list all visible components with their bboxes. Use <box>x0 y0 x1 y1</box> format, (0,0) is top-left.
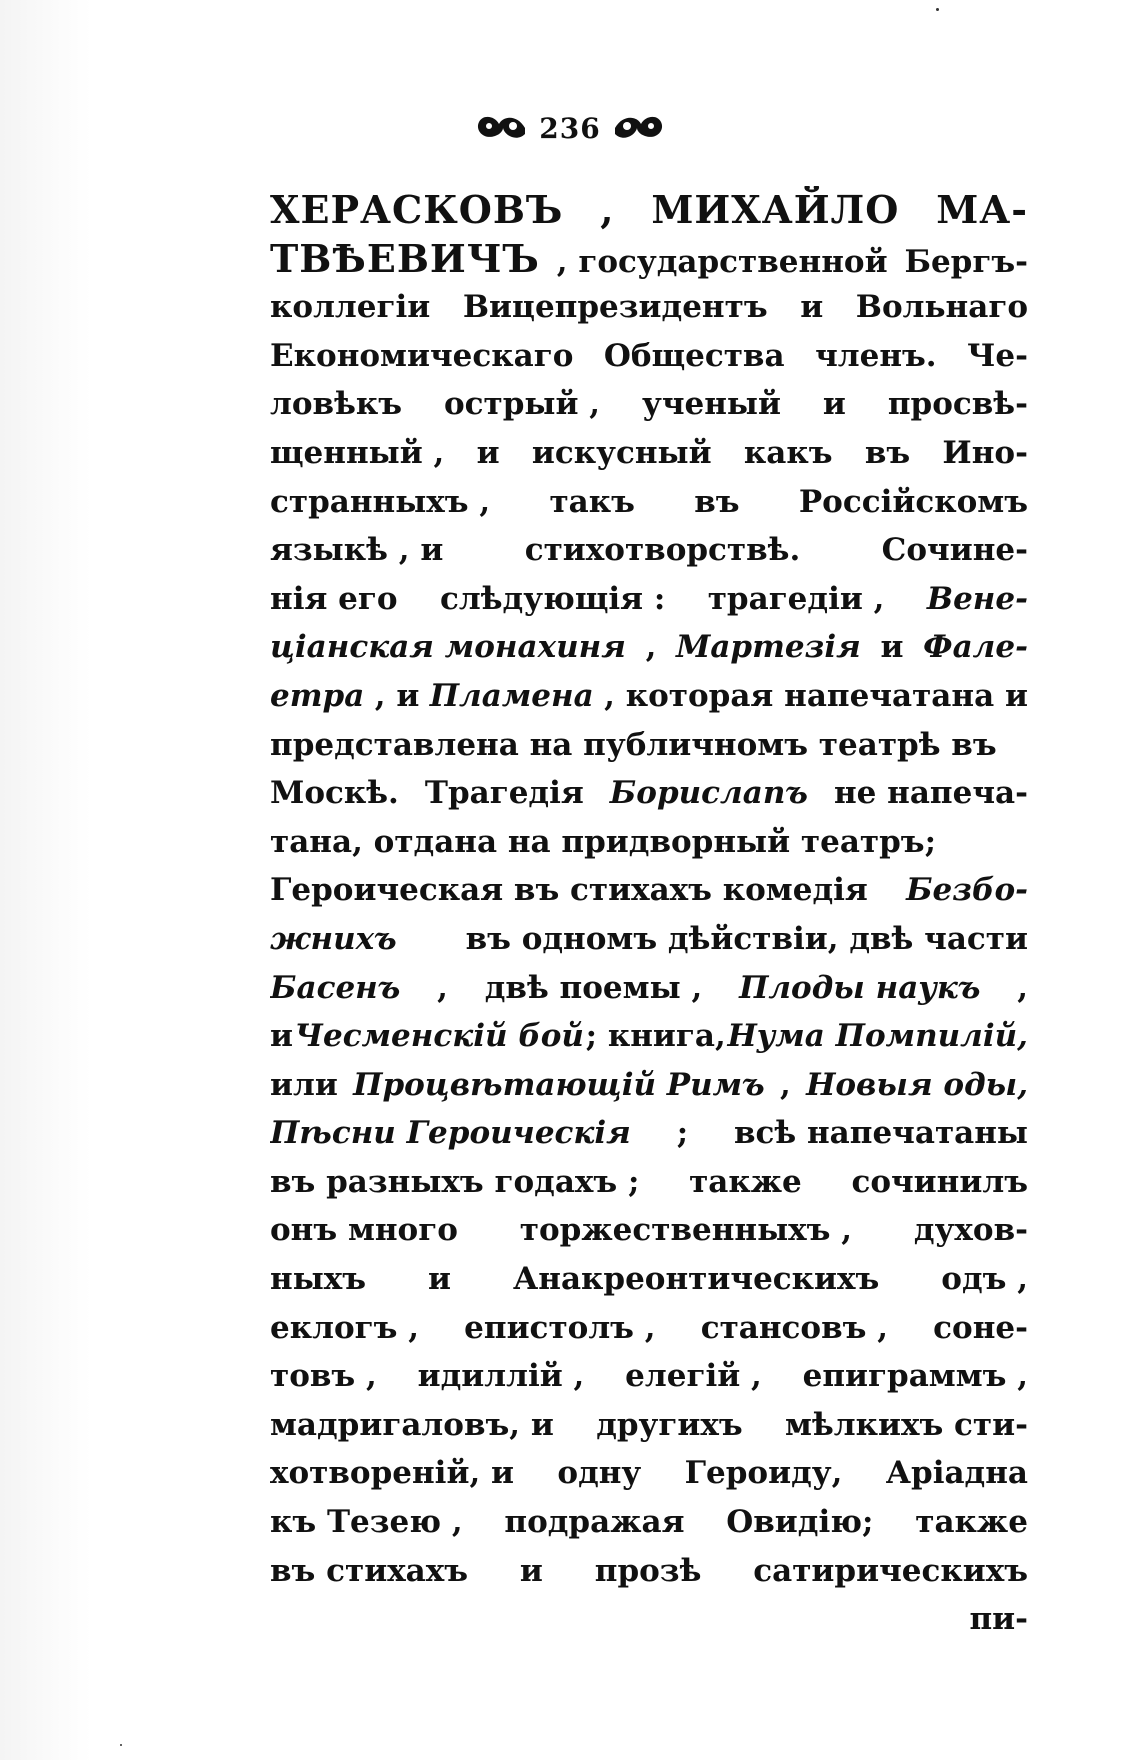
text-line <box>270 866 1028 915</box>
text-segment: ловѣкъ <box>270 386 403 423</box>
text-segment: , <box>600 187 615 232</box>
left-ornament-icon <box>473 108 529 148</box>
catchword: пи- <box>969 1601 1028 1638</box>
text-segment: двѣ поемы , <box>484 969 703 1006</box>
text-segment: Общества <box>603 337 785 374</box>
text-line <box>270 526 1028 575</box>
italic-title-text: Процвѣтающій Римъ <box>353 1066 765 1103</box>
page-header <box>0 108 1140 148</box>
text-line <box>270 672 1028 721</box>
italic-title-text: Пѣсни Героическія <box>270 1115 631 1152</box>
text-segment: Бергъ- <box>904 243 1028 280</box>
text-segment: и <box>476 434 500 471</box>
italic-title-text: Фале- <box>923 629 1028 666</box>
italic-title-text: Безбо- <box>906 872 1028 909</box>
text-segment: Економическаго <box>270 337 574 374</box>
text-segment: искусный <box>531 434 712 471</box>
text-segment: ХЕРАСКОВЪ <box>270 187 564 232</box>
text-segment: Героическая въ стихахъ комедія <box>270 872 868 909</box>
text-line <box>270 186 1028 235</box>
text-segment: ; книга, <box>585 1018 726 1055</box>
text-segment: , <box>645 629 657 666</box>
text-line <box>270 1547 1028 1596</box>
text-segment: Вольнаго <box>855 289 1028 326</box>
text-segment: хотвореній, и <box>270 1455 515 1492</box>
text-segment: , <box>1017 969 1028 1006</box>
text-segment: одну <box>557 1455 642 1492</box>
text-line <box>270 1206 1028 1255</box>
text-segment: , которая напечатана и <box>604 677 1028 714</box>
text-line <box>270 818 1028 867</box>
scan-speck <box>120 1744 122 1746</box>
catchword-line <box>270 1595 1028 1644</box>
text-segment: Аріадна <box>885 1455 1028 1492</box>
text-segment: МА- <box>936 187 1028 232</box>
text-segment: стихотворствѣ. <box>524 532 801 569</box>
entry-text <box>270 186 1028 1644</box>
text-segment: онъ много <box>270 1212 458 1249</box>
scan-margin <box>0 0 92 1760</box>
text-line <box>270 332 1028 381</box>
text-segment: Вицепрезидентъ <box>462 289 768 326</box>
text-segment: прозѣ <box>594 1552 702 1589</box>
italic-title-text: Пламена <box>429 677 594 714</box>
text-segment: такъ <box>549 483 635 520</box>
text-line <box>270 623 1028 672</box>
text-segment: языкѣ , и <box>270 532 444 569</box>
text-segment: коллегіи <box>270 289 431 326</box>
text-segment: не напеча- <box>833 775 1028 812</box>
text-segment: , государственной <box>556 243 888 280</box>
text-segment: тана, отдана на придворный театръ; <box>270 823 937 860</box>
text-segment: одъ , <box>941 1261 1028 1298</box>
text-segment: ныхъ <box>270 1261 367 1298</box>
right-ornament-icon <box>611 108 667 148</box>
text-segment: МИХАЙЛО <box>651 187 900 232</box>
text-segment: и <box>880 629 904 666</box>
text-segment: , <box>437 969 448 1006</box>
text-line <box>270 429 1028 478</box>
italic-title-text: Мартезія <box>676 629 861 666</box>
text-segment: идиллій , <box>417 1358 585 1395</box>
italic-title-text: етра <box>270 677 365 714</box>
text-segment: въ <box>864 434 911 471</box>
text-segment: торжественныхъ , <box>519 1212 853 1249</box>
text-segment: елегій , <box>625 1358 762 1395</box>
text-segment: представлена на публичномъ театрѣ въ <box>270 726 997 763</box>
text-line <box>270 283 1028 332</box>
text-line <box>270 1061 1028 1110</box>
text-segment: Анакреонтическихъ <box>513 1261 880 1298</box>
text-segment: ТВѢЕВИЧЪ <box>270 235 540 281</box>
text-segment: въ <box>694 483 740 520</box>
text-segment: стансовъ , <box>700 1309 889 1346</box>
text-line <box>270 964 1028 1013</box>
text-segment: въ разныхъ годахъ ; <box>270 1163 640 1200</box>
text-line <box>270 1109 1028 1158</box>
text-segment: Сочине- <box>881 532 1028 569</box>
text-segment: епиграммъ , <box>802 1358 1028 1395</box>
italic-title-text: Вене- <box>926 580 1028 617</box>
page-number: 236 <box>539 111 601 145</box>
text-segment: трагедіи , <box>707 580 885 617</box>
text-segment: просвѣ- <box>887 386 1028 423</box>
text-segment: , <box>779 1066 791 1103</box>
text-segment: Че- <box>967 337 1028 374</box>
scan-speck <box>936 8 939 11</box>
text-segment: къ Тезею , <box>270 1504 463 1541</box>
text-segment: или <box>270 1066 338 1103</box>
text-segment: товъ , <box>270 1358 377 1395</box>
text-segment: другихъ <box>596 1406 743 1443</box>
text-segment: всѣ напечатаны <box>733 1115 1028 1152</box>
text-segment: слѣдующія : <box>440 580 666 617</box>
text-segment: и <box>519 1552 543 1589</box>
text-line <box>270 721 1028 770</box>
text-segment: сочинилъ <box>851 1163 1028 1200</box>
text-line <box>270 478 1028 527</box>
text-segment: острый , <box>443 386 601 423</box>
text-segment: щенный , <box>270 434 445 471</box>
text-segment: еклогъ , <box>270 1309 420 1346</box>
text-segment: также <box>689 1163 802 1200</box>
text-line <box>270 1158 1028 1207</box>
text-line <box>270 1449 1028 1498</box>
italic-title-text: Новыя оды, <box>806 1066 1028 1103</box>
text-segment: какъ <box>743 434 833 471</box>
text-segment: также <box>915 1504 1028 1541</box>
text-segment: ученый <box>641 386 781 423</box>
italic-title-text: Басенъ <box>270 969 401 1006</box>
text-segment: Трагедія <box>424 775 584 812</box>
text-line <box>270 575 1028 624</box>
text-line <box>270 1498 1028 1547</box>
text-segment: Ино- <box>942 434 1028 471</box>
text-segment: мадригаловъ, и <box>270 1406 554 1443</box>
italic-title-text: Плоды наукъ <box>739 969 981 1006</box>
text-segment: и <box>270 1018 293 1055</box>
text-line <box>270 769 1028 818</box>
text-segment: нія его <box>270 580 398 617</box>
text-segment: духов- <box>913 1212 1028 1249</box>
text-line <box>270 1012 1028 1061</box>
text-segment: епистолъ , <box>464 1309 656 1346</box>
text-segment: , и <box>374 677 420 714</box>
text-line <box>270 1255 1028 1304</box>
text-line <box>270 235 1028 284</box>
text-segment: Героиду, <box>684 1455 843 1492</box>
text-segment: и <box>800 289 824 326</box>
text-segment: мѣлкихъ сти- <box>785 1406 1028 1443</box>
italic-title-text: жниxъ <box>270 920 397 957</box>
text-line <box>270 1304 1028 1353</box>
text-line <box>270 1401 1028 1450</box>
text-segment: и <box>822 386 846 423</box>
text-segment: ; <box>676 1115 689 1152</box>
text-segment: въ стихахъ <box>270 1552 469 1589</box>
text-line <box>270 380 1028 429</box>
text-segment: сатирическихъ <box>753 1552 1028 1589</box>
italic-title-text: ціанская монахиня <box>270 629 626 666</box>
text-line <box>270 1352 1028 1401</box>
text-segment: членъ. <box>815 337 937 374</box>
italic-title-text: Нума Помпилій, <box>727 1018 1028 1055</box>
text-segment: странныхъ , <box>270 483 491 520</box>
text-segment: Москѣ. <box>270 775 399 812</box>
text-segment: подражая <box>504 1504 685 1541</box>
text-segment: въ одномъ дѣйствіи, двѣ части <box>465 920 1028 957</box>
text-segment: Овидію; <box>726 1504 874 1541</box>
italic-title-text: Борислапъ <box>609 775 808 812</box>
text-line <box>270 915 1028 964</box>
text-segment: Россійскомъ <box>798 483 1028 520</box>
italic-title-text: Чесменскій бой <box>294 1018 584 1055</box>
text-segment: и <box>428 1261 452 1298</box>
text-segment: соне- <box>933 1309 1028 1346</box>
